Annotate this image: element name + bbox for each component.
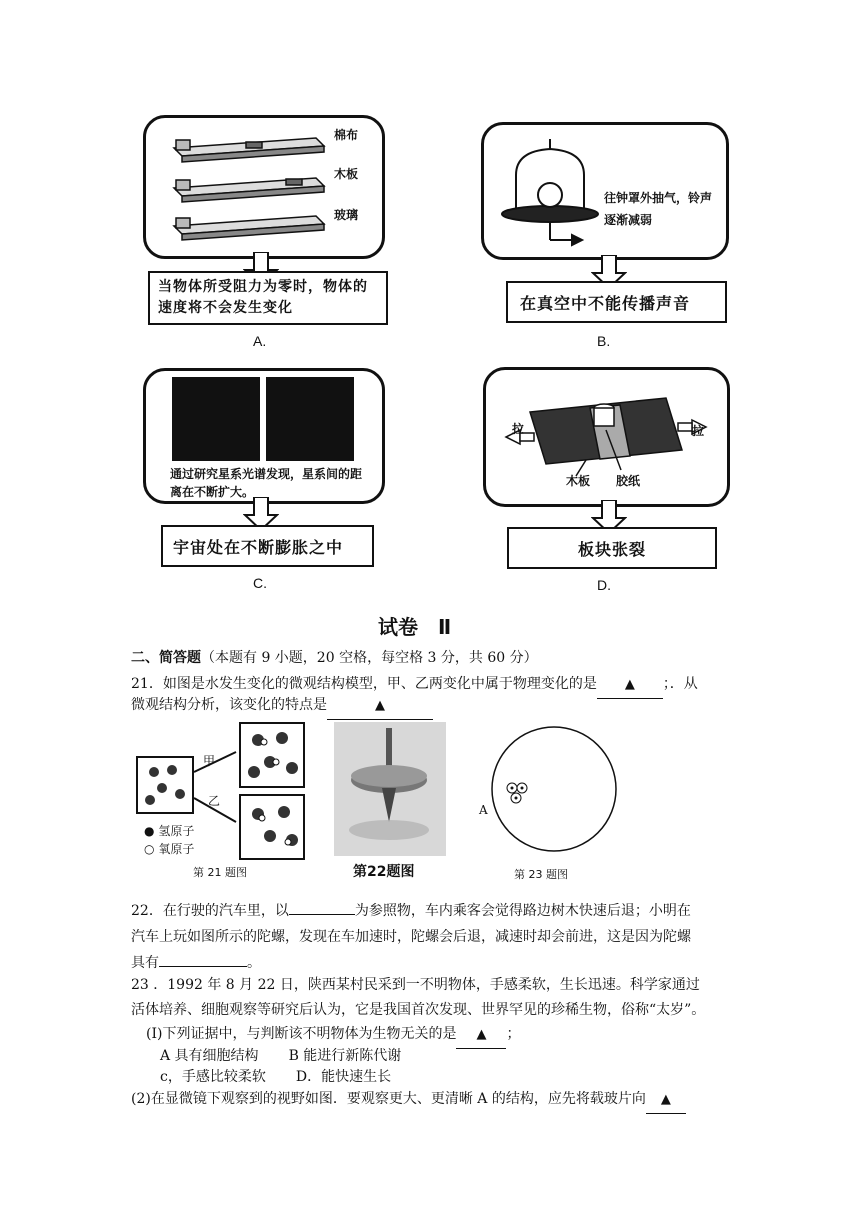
option-d: D．能快速生长 (295, 1069, 392, 1085)
fig23-point-a: A (479, 803, 488, 817)
q23-blank1[interactable] (456, 1021, 506, 1049)
q23-sub1-end: ； (506, 1026, 521, 1042)
pull-right-label: 拉 (692, 424, 705, 438)
label-a: A. (253, 333, 267, 349)
q23-line1: 23 ．1992 年 8 月 22 日，陕西某村民采到一不明物体，手感柔软，生长迅速。科学家通过 (131, 977, 700, 993)
panel-d-conclusion (507, 527, 717, 569)
spinning-top-icon (334, 722, 446, 856)
galaxy-note: 通过研究星系光谱发现，星系间的距离在不断扩大。 (170, 467, 363, 499)
q21-text1-end: ；．从 (662, 676, 698, 692)
q22-blank1[interactable] (289, 914, 355, 915)
bell-jar-note: 往钟罩外抽气，铃声逐渐减弱 (604, 191, 713, 227)
q21-blank1[interactable] (597, 671, 663, 699)
label-glass: 玻璃 (334, 208, 359, 222)
conclusion-text: 当物体所受阻力为零时，物体的速度将不会发生变化 (158, 279, 368, 316)
q22-line1 (131, 898, 691, 924)
fig22-caption: 第22题图 (353, 864, 415, 880)
marker-triangle: ▲ (375, 698, 385, 713)
oxygen-circle-icon: ○ (144, 842, 155, 856)
q22-blank2[interactable] (159, 966, 247, 967)
plate-split-illustration (486, 370, 727, 504)
q23-sub1-text: (I)下列证据中，与判断该不明物体为生物无关的是 (146, 1026, 457, 1042)
panel-d-experiment (483, 367, 730, 507)
fig23-caption: 第 23 题图 (514, 868, 568, 881)
board-label: 木板 (566, 474, 591, 488)
panel-c-experiment (143, 368, 385, 504)
label-cotton: 棉布 (334, 128, 359, 142)
q22-text3b: 。 (247, 955, 261, 971)
pull-left-label: 拉 (512, 422, 525, 436)
section-heading: 二、简答题 (131, 650, 201, 666)
q21-text1: 21．如图是水发生变化的微观结构模型，甲、乙两变化中属于物理变化的是 (131, 676, 597, 692)
fig23-microscope-view (486, 720, 618, 860)
fig22-top-photo (334, 722, 446, 856)
panel-b-conclusion (506, 281, 727, 323)
q22-text1a: 22．在行驶的汽车里，以 (131, 903, 289, 919)
q23-blank2[interactable] (646, 1086, 686, 1114)
panel-a-experiment (143, 115, 385, 259)
fig21-branch-top: 甲 (203, 754, 216, 768)
legend-o (144, 840, 194, 858)
marker-triangle: ▲ (624, 677, 635, 692)
section-heading-line (131, 645, 538, 671)
label-wood: 木板 (334, 167, 359, 181)
option-b: B 能进行新陈代谢 (288, 1048, 402, 1064)
panel-a-conclusion (148, 271, 388, 325)
legend-h (144, 822, 194, 840)
conclusion-text: 在真空中不能传播声音 (520, 293, 691, 313)
fig21-branch-bottom: 乙 (208, 794, 221, 808)
galaxy-photo-left (172, 377, 260, 461)
option-c: c，手感比较柔软 (160, 1069, 266, 1085)
q22-text3a: 具有 (131, 955, 159, 971)
legend-h-text: 氢原子 (158, 824, 195, 838)
q21-blank2[interactable] (327, 692, 433, 720)
label-c: C. (253, 575, 267, 591)
q22-text1b: 为参照物，车内乘客会觉得路边树木快速后退；小明在 (354, 903, 691, 919)
paper-title: 试卷 Ⅱ (378, 615, 452, 639)
marker-triangle: ▲ (476, 1027, 487, 1042)
conclusion-text: 板块张裂 (577, 539, 646, 559)
panel-c-conclusion (161, 525, 374, 567)
fig21-legend (144, 822, 194, 858)
marker-triangle: ▲ (660, 1092, 671, 1107)
option-a: A 具有细胞结构 (160, 1048, 259, 1064)
legend-o-text: 氧原子 (158, 842, 195, 856)
hydrogen-dot-icon: ● (144, 824, 155, 838)
q23-sub2 (131, 1086, 686, 1114)
section-note: （本题有 9 小题，20 空格，每空格 3 分，共 60 分） (201, 650, 538, 666)
label-b: B. (597, 333, 611, 349)
q23-sub2-text: (2)在显微镜下观察到的视野如图．要观察更大、更清晰 A 的结构，应先将载玻片向 (131, 1091, 646, 1107)
label-d: D. (597, 577, 611, 593)
tape-label: 胶纸 (616, 474, 641, 488)
q21-text2: 微观结构分析，该变化的特点是 (131, 697, 327, 713)
q21-line2 (131, 692, 433, 720)
panel-b-experiment (481, 122, 729, 260)
q22-line2: 汽车上玩如图所示的陀螺，发现在车加速时，陀螺会后退，减速时却会前进，这是因为陀螺 (131, 929, 691, 945)
conclusion-text: 宇宙处在不断膨胀之中 (173, 537, 344, 557)
fig21-caption: 第 21 题图 (193, 866, 247, 879)
galaxy-photo-right (266, 377, 354, 461)
q23-line2: 活体培养、细胞观察等研究后认为，它是我国首次发现、世界罕见的珍稀生物，俗称“太岁”。 (131, 1002, 706, 1018)
